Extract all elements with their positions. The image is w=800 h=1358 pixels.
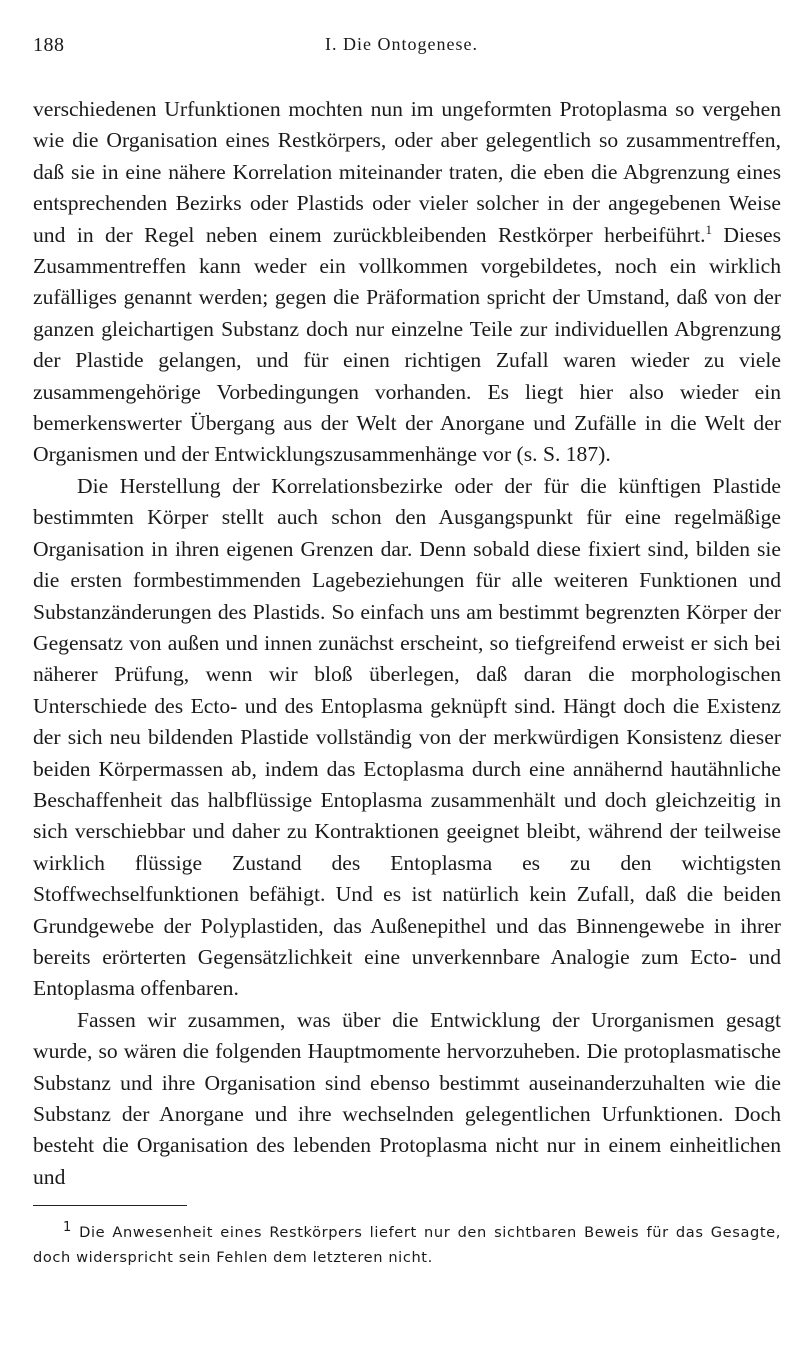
paragraph-continued [33, 94, 781, 471]
paragraph-text: Dieses Zusammentreffen kann weder ein vollkommen vorgebildetes, noch ein wirklich zufälliges genannt werden; gegen die Präformation spricht der Umstand, daß von der ganzen gleichartigen Substanz doch nur einzelne Teile zur individuellen Abgrenzung der Plastide gelangen, und für einen richtigen Zufall waren wieder zu viele zusammengehörige Vorbedingungen vorhanden. Es liegt hier also wieder ein bemerkenswerter Übergang aus der Welt der Anorgane und Zufälle in die Welt der Organismen und der Entwicklungszusammenhänge vor (s. S. 187). [33, 222, 782, 467]
footnote-marker: 1 [63, 1220, 72, 1236]
footnote-reference: 1 [705, 221, 712, 237]
body-text [33, 94, 781, 1193]
footnote-text: Die Anwesenheit eines Restkörpers liefert nur den sichtbaren Beweis für das Gesagte, doch widerspricht sein Fehlen dem letzteren nicht. [33, 1224, 781, 1267]
paragraph-text: verschiedenen Urfunktionen mochten nun im ungeformten Protoplasma so vergehen wie die Organisation eines Restkörpers, oder aber gelegentlich so zusammentreffen, daß sie in eine nähere Korrelation miteinander traten, die eben die Abgrenzung eines entsprechenden Bezirks oder Plastids oder vieler solcher in der angegebenen Weise und in der Regel neben einem zurückbleibenden Restkörper herbeiführt. [33, 97, 781, 247]
running-title: I. Die Ontogenese. [325, 34, 478, 54]
paragraph: Die Herstellung der Korrelationsbezirke oder der für die künftigen Plastide bestimmten Körper stellt auch schon den Ausgangspunkt für eine regelmäßige Organisation in ihren eigenen Grenzen dar. Denn sobald diese fixiert sind, bilden sie die ersten formbestimmenden Lagebeziehungen für alle weiteren Funktionen und Substanzänderungen des Plastids. So einfach uns am bestimmt begrenzten Körper der Gegensatz von außen und innen zunächst erscheint, so tiefgreifend erweist er sich bei näherer Prüfung, wenn wir bloß überlegen, daß daran die morphologischen Unterschiede des Ecto- und des Entoplasma geknüpft sind. Hängt doch die Existenz der sich neu bildenden Plastide vollständig von der merkwürdigen Konsistenz dieser beiden Körpermassen ab, indem das Ectoplasma durch eine annähernd hautähnliche Beschaffenheit das halbflüssige Entoplasma zusammenhält und doch gleichzeitig in sich verschiebbar und daher zu Kontraktionen geeignet bleibt, während der teilweise wirklich flüssige Zustand des Entoplasma es zu den wichtigsten Stoffwechselfunktionen befähigt. Und es ist natürlich kein Zufall, daß die beiden Grundgewebe der Polyplastiden, das Außenepithel und das Binnengewebe in ihrer bereits erörterten Gegensätzlichkeit eine unverkennbare Analogie zum Ecto- und Entoplasma offenbaren. [33, 473, 781, 1001]
book-page [33, 24, 781, 1285]
footnote [33, 1220, 781, 1270]
paragraph: Fassen wir zusammen, was über die Entwicklung der Urorganismen gesagt wurde, so wären die folgenden Hauptmomente hervorzuheben. Die protoplasmatische Substanz und ihre Organisation sind ebenso bestimmt auseinanderzuhalten wie die Substanz der Anorgane und ihre wechselnden gelegentlichen Urfunktionen. Doch besteht die Organisation des lebenden Protoplasma nicht nur in einem einheitlichen und [33, 1007, 781, 1189]
footnote-divider [33, 1205, 187, 1206]
running-head [33, 24, 781, 60]
page-number: 188 [33, 34, 65, 56]
